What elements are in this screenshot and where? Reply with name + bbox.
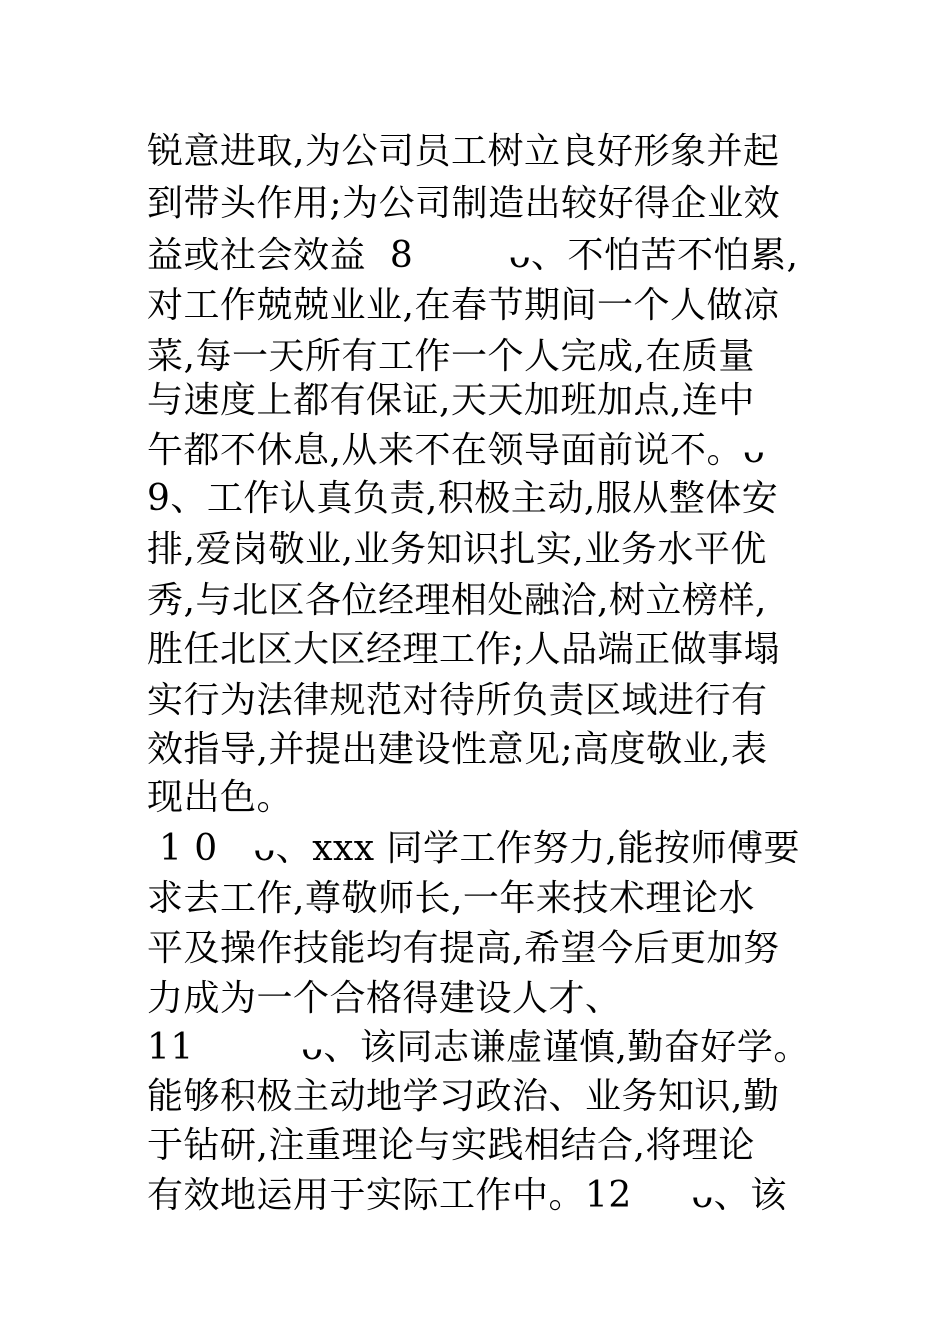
- text-line: 有效地运用于实际工作中。12 ᴗ、该: [147, 1175, 787, 1216]
- text-line: 能够积极主动地学习政治、业务知识,勤: [147, 1076, 780, 1117]
- text-line: 菜,每一天所有工作一个人完成,在质量: [147, 336, 755, 377]
- text-line: 于钻研,注重理论与实践相结合,将理论: [147, 1125, 755, 1166]
- text-line: 秀,与北区各位经理相处融洽,树立榜样,: [147, 580, 767, 621]
- text-line: 平及操作技能均有提高,希望今后更加努: [147, 928, 780, 969]
- text-line: 实行为法律规范对待所负责区域进行有: [147, 680, 768, 721]
- text-line: 效指导,并提出建设性意见;高度敬业,表: [147, 729, 768, 770]
- text-line: 9、工作认真负责,积极主动,服从整体安: [147, 478, 779, 519]
- text-line: 益或社会效益 8 ᴗ、不怕苦不怕累,: [147, 235, 799, 276]
- text-line: 1 0 ᴗ、xxx 同学工作努力,能按师傅要: [147, 828, 800, 869]
- text-line: 力成为一个合格得建设人才、: [147, 978, 622, 1019]
- text-line: 现出色。: [147, 777, 294, 818]
- text-line: 午都不休息,从来不在领导面前说不。ᴗ: [147, 430, 766, 471]
- text-line: 锐意进取,为公司员工树立良好形象并起: [147, 131, 780, 172]
- text-line: 胜任北区大区经理工作;人品端正做事塌: [147, 629, 781, 670]
- text-line: 与速度上都有保证,天天加班加点,连中: [147, 380, 755, 421]
- text-line: 11 ᴗ、该同志谦虚谨慎,勤奋好学。: [147, 1027, 810, 1068]
- text-line: 对工作兢兢业业,在春节期间一个人做凉: [147, 285, 780, 326]
- text-line: 排,爱岗敬业,业务知识扎实,业务水平优: [147, 529, 767, 570]
- text-line: 到带头作用;为公司制造出较好得企业效: [147, 183, 781, 224]
- text-line: 求去工作,尊敬师长,一年来技术理论水: [147, 878, 755, 919]
